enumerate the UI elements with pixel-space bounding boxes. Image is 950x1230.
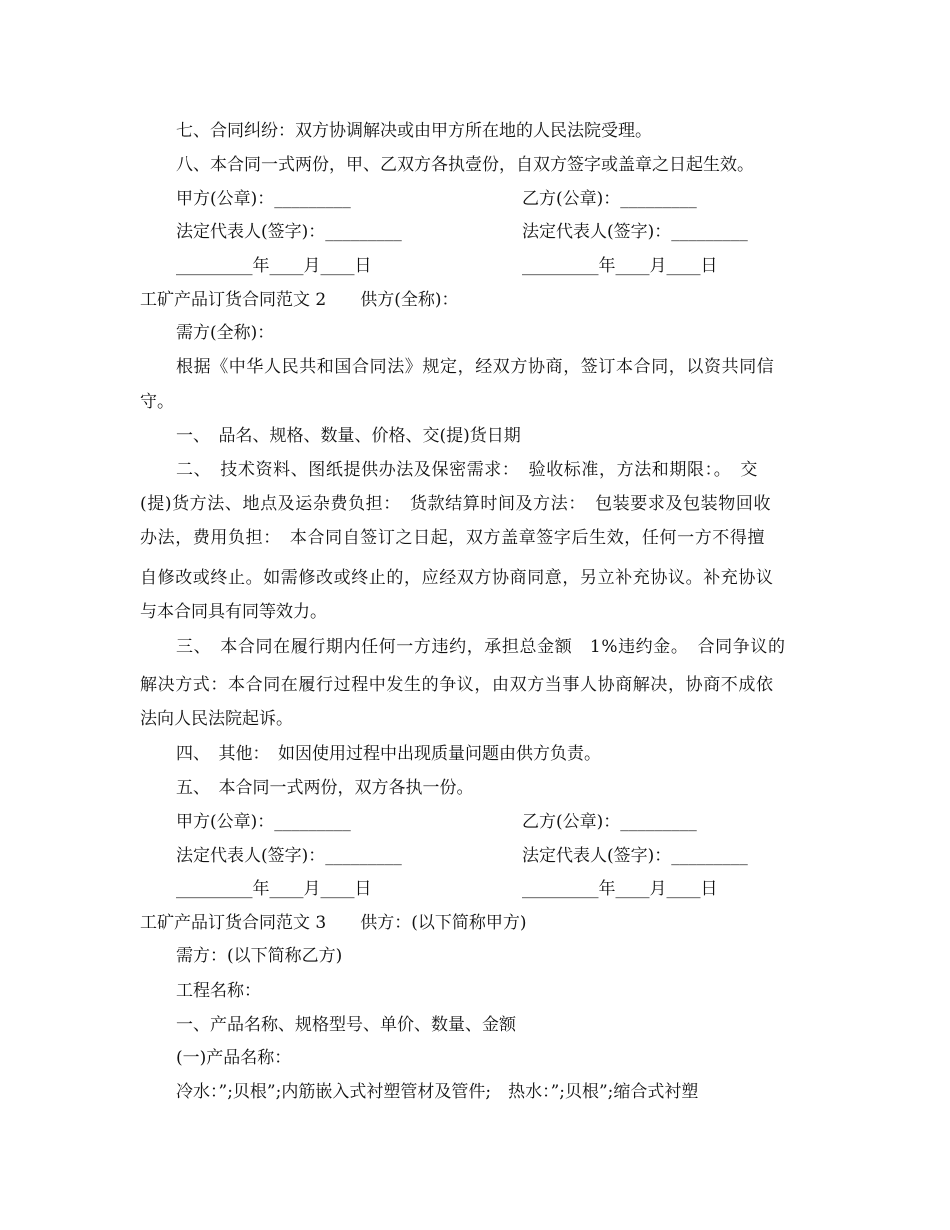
basis-paragraph-line: 根据《中华人民共和国合同法》规定，经双方协商，签订本合同，以资共同信 xyxy=(176,357,775,377)
party-b-representative: 法定代表人(签字)：_________ xyxy=(522,846,748,866)
party-b-seal: 乙方(公章)：_________ xyxy=(522,189,697,209)
section-heading-3: 工矿产品订货合同范文 3 供方：(以下简称甲方) xyxy=(140,913,527,933)
item-3-line: 解决方式：本合同在履行过程中发生的争议，由双方当事人协商解决，协商不成依 xyxy=(140,675,774,695)
party-b-representative: 法定代表人(签字)：_________ xyxy=(522,222,748,242)
item-2-line: 自修改或终止。如需修改或终止的，应经双方协商同意，另立补充协议。补充协议 xyxy=(140,568,774,588)
basis-paragraph-line: 守。 xyxy=(140,392,174,412)
clause-7: 七、合同纠纷：双方协调解决或由甲方所在地的人民法院受理。 xyxy=(176,121,652,141)
section-1-heading: 一、产品名称、规格型号、单价、数量、金额 xyxy=(176,1015,516,1035)
party-a-date: _________年____月____日 xyxy=(176,256,372,276)
buyer-line: 需方：(以下简称乙方) xyxy=(176,946,343,966)
party-a-seal: 甲方(公章)：_________ xyxy=(176,189,351,209)
item-2-line: 办法，费用负担： 本合同自签订之日起，双方盖章签字后生效，任何一方不得擅 xyxy=(140,528,766,548)
project-name-line: 工程名称： xyxy=(176,981,261,1001)
party-b-seal: 乙方(公章)：_________ xyxy=(522,812,697,832)
party-a-representative: 法定代表人(签字)：_________ xyxy=(176,222,402,242)
item-2-line: (提)货方法、地点及运杂费负担： 货款结算时间及方法： 包装要求及包装物回收 xyxy=(140,494,772,514)
item-2-line: 与本合同具有同等效力。 xyxy=(140,602,327,622)
product-description-line: 冷水：”;贝根”;内筋嵌入式衬塑管材及管件; 热水：”;贝根”;缩合式衬塑 xyxy=(176,1082,699,1102)
clause-8: 八、本合同一式两份，甲、乙双方各执壹份，自双方签字或盖章之日起生效。 xyxy=(176,155,754,175)
item-4: 四、 其他： 如因使用过程中出现质量问题由供方负责。 xyxy=(176,744,601,764)
subsection-product-name: (一)产品名称： xyxy=(176,1048,292,1068)
item-2-line: 二、 技术资料、图纸提供办法及保密需求： 验收标准，方法和期限：。 交 xyxy=(176,460,758,480)
party-b-date: _________年____月____日 xyxy=(522,879,718,899)
item-5: 五、 本合同一式两份，双方各执一份。 xyxy=(176,778,474,798)
party-a-representative: 法定代表人(签字)：_________ xyxy=(176,846,402,866)
party-a-seal: 甲方(公章)：_________ xyxy=(176,812,351,832)
item-3-line: 三、 本合同在履行期内任何一方违约，承担总金额 1%违约金。 合同争议的 xyxy=(176,637,786,657)
item-3-line: 法向人民法院起诉。 xyxy=(140,709,293,729)
party-b-date: _________年____月____日 xyxy=(522,256,718,276)
item-1: 一、 品名、规格、数量、价格、交(提)货日期 xyxy=(176,426,521,446)
party-a-date: _________年____月____日 xyxy=(176,879,372,899)
buyer-line: 需方(全称)： xyxy=(176,323,275,343)
section-heading-2: 工矿产品订货合同范文 2 供方(全称)： xyxy=(140,290,459,310)
